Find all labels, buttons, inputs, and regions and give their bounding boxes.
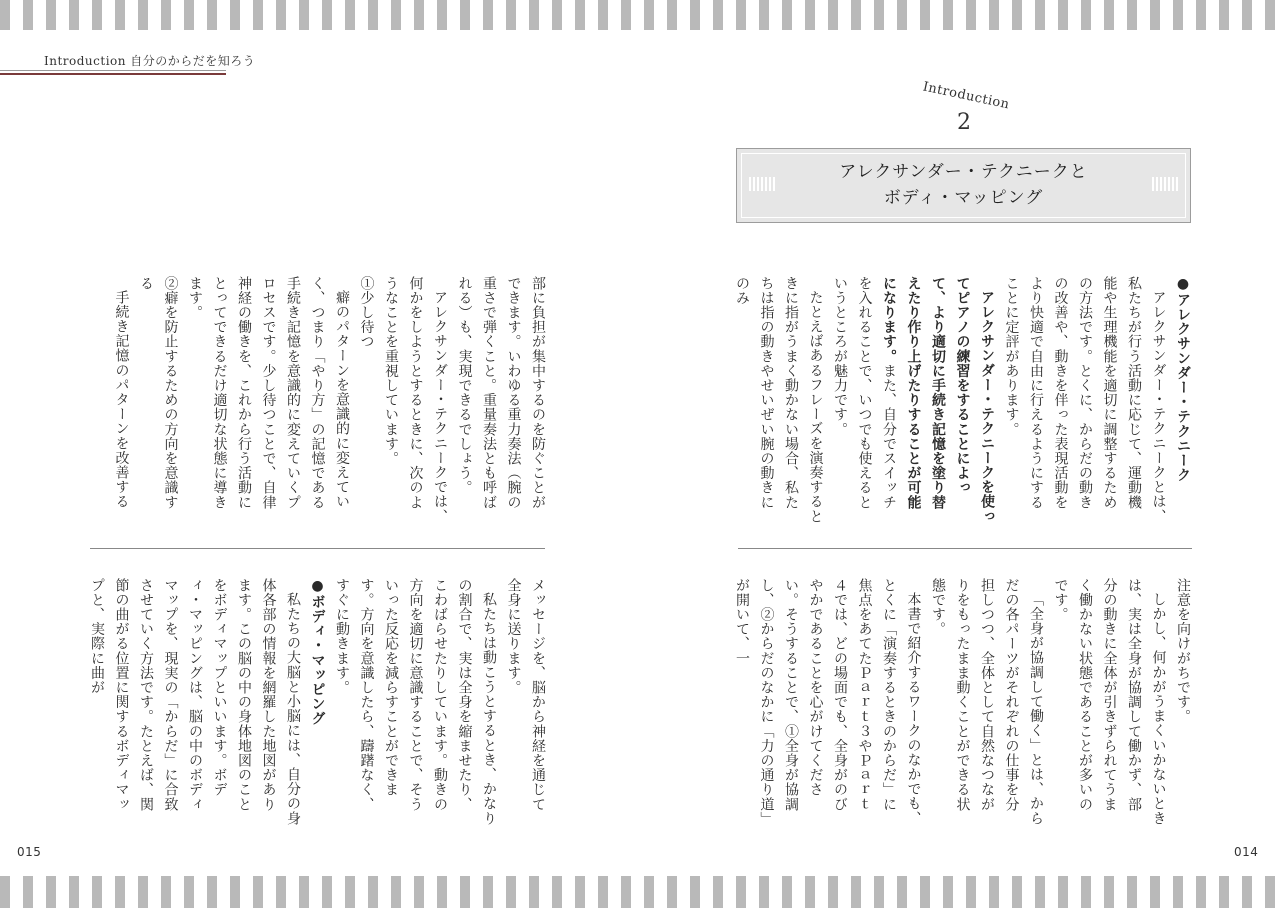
paragraph bbox=[828, 276, 1000, 524]
section-title-box bbox=[736, 148, 1191, 223]
page-number-right: 014 bbox=[1234, 845, 1259, 859]
paragraph: たとえばあるフレーズを演奏するときに指がうまく動かない場合、私たちは指の動きやせいぜい腕の動きにのみ bbox=[734, 276, 824, 524]
paragraph: 部に負担が集中するのを防ぐことができます。いわゆる重力奏法（腕の重さで弾くこと。重量奏法とも呼ばれる）も、実現できるでしょう。 bbox=[456, 276, 546, 510]
intro-label: Introduction bbox=[921, 79, 1011, 113]
running-head-rule bbox=[0, 70, 226, 71]
top-stripe-border bbox=[0, 0, 1280, 30]
paragraph: 私たちは動こうとするとき、かなりの割合で、実は全身を縮ませたり、こわばらせたりしています。動きの方向を適切に意識することで、そういった反応を減らすことができます。方向を意識したら、躊躇なく、すぐに動きます。 bbox=[334, 578, 497, 826]
paragraph: 「全身が協調して働く」とは、からだの各パーツがそれぞれの仕事を分担しつつ、全体として自然なつながりをもったまま動くことができる状態です。 bbox=[930, 578, 1044, 826]
heading-body-mapping: ●ボディ・マッピング bbox=[309, 578, 326, 726]
right-page-divider bbox=[738, 548, 1192, 549]
left-page-top-text bbox=[84, 276, 550, 524]
left-page-divider bbox=[90, 548, 545, 549]
right-page-top-text bbox=[733, 276, 1195, 524]
intro-number: 2 bbox=[957, 110, 971, 135]
list-item-body: 手続き記憶のパターンを改善する bbox=[113, 290, 130, 509]
list-item-title: ②癖を防止するための方向を意識する bbox=[138, 276, 179, 510]
list-item-body: 癖のパターンを意識的に変えていく、つまり「やり方」の記憶である手続き記憶を意識的に変えていくプロセスです。少し待つことで、自律神経の働きを、これから行う活動にとってできるだけ適切な状態に導きます。 bbox=[187, 276, 350, 510]
paragraph: アレクサンダー・テクニークでは、何かをしようとするときに、次のようなことを重視しています。 bbox=[383, 276, 448, 524]
paragraph: アレクサンダー・テクニークとは、私たちが行う活動に応じて、運動機能や生理機能を適切に調整するための方法です。とくに、からだの動きの改善や、動きを伴った表現活動をより快適で自由に行えるようにすることに定評があります。 bbox=[1003, 276, 1167, 524]
bold-emphasis: アレクサンダー・テクニークを使ってピアノの練習をすることによって、より適切に手続き記憶を塗り替えたり作り上げたりすることが可能になります。 bbox=[881, 276, 995, 524]
bottom-stripe-border bbox=[0, 876, 1280, 908]
section-title-line1: アレクサンダー・テクニークと bbox=[839, 162, 1088, 182]
paragraph: 注意を向けがちです。 bbox=[1175, 578, 1191, 724]
paragraph: メッセージを、脳から神経を通じて全身に送ります。 bbox=[505, 578, 546, 812]
section-title-line2: ボディ・マッピング bbox=[883, 188, 1044, 208]
paragraph-continuation: また、自分でスイッチを入れることで、いつでも使えるというところが魅力です。 bbox=[832, 276, 897, 510]
paragraph: 本書で紹介するワークのなかでも、とくに「演奏するときのからだ」に焦点をあてたＰａｒｔ３やＰａｒｔ４では、どの場面でも、全身がのびやかであることを心がけてください。そうすることで、①全身が協調し、②からだのなかに「力の通り道」が開いて、一 bbox=[734, 578, 922, 826]
running-head-accent-rule bbox=[0, 73, 226, 75]
list-item-title: ①少し待つ bbox=[358, 276, 375, 349]
section-title bbox=[737, 159, 1190, 211]
running-head: Introduction 自分のからだを知ろう bbox=[44, 54, 256, 68]
paragraph: しかし、何かがうまくいかないときは、実は全身が協調して働かず、部分の動きに全体が引きずられてうまく働かない状態であることが多いのです。 bbox=[1052, 578, 1167, 826]
heading-alexander-technique: ●アレクサンダー・テクニーク bbox=[1175, 276, 1191, 483]
right-page-bottom-text bbox=[733, 578, 1195, 826]
paragraph: 私たちの大脳と小脳には、自分の身体各部の情報を網羅した地図があります。この脳の中の身体地図のことをボディマップといいます。ボディ・マッピングは、脳の中のボディマップを、現実の「からだ」に合致させていく方法です。たとえば、関節の曲がる位置に関するボディマップと、実際に曲が bbox=[89, 578, 301, 826]
left-page-bottom-text bbox=[84, 578, 550, 826]
page-number-left: 015 bbox=[17, 845, 42, 859]
